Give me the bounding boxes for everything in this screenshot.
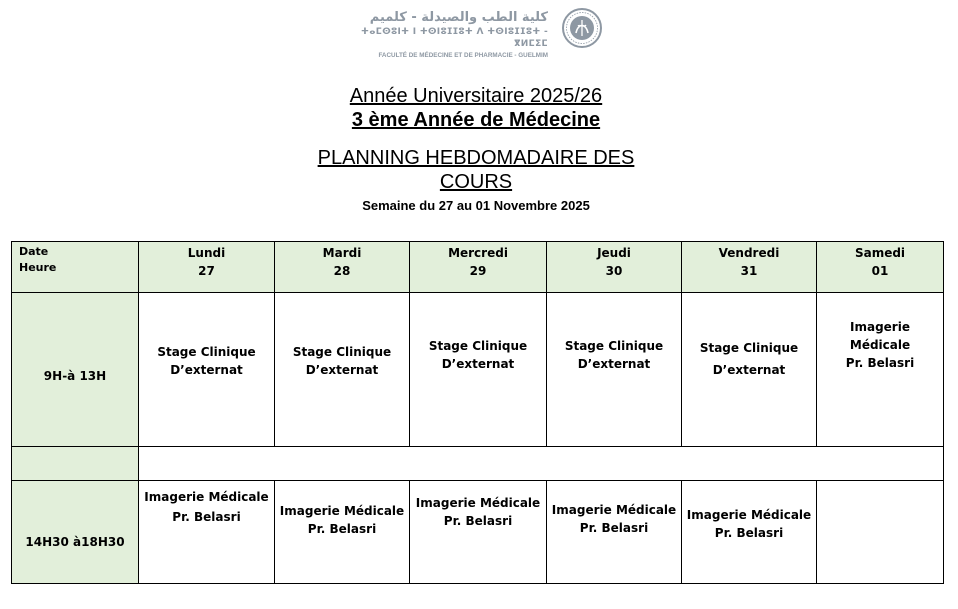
faculty-name-tifinagh: ⵜⴰⵎⵙⵓⵏⵜ ⵏ ⵜⵙⵏⵓⵊⵊⵓⵜ ⴷ ⵜⵙⵏⵓⵊⵊⵓⵜ - ⴳⵍⵎⵉⵎ <box>361 27 548 49</box>
course-teacher: Pr. Belasri <box>714 526 784 540</box>
course-detail: D’externat <box>712 362 786 377</box>
week-range: Semaine du 27 au 01 Novembre 2025 <box>362 198 590 213</box>
day-date: 27 <box>198 264 215 278</box>
day-name: Vendredi <box>718 246 780 260</box>
academic-year: Année Universitaire 2025/26 <box>349 85 603 107</box>
course-name: Imagerie <box>850 319 910 334</box>
planning-title-line1: PLANNING HEBDOMADAIRE DES <box>317 147 635 169</box>
document-titles <box>250 84 702 214</box>
course-name-cont: Médicale <box>849 337 911 352</box>
course-detail: D’externat <box>441 356 515 371</box>
course-name: Imagerie Médicale <box>551 503 677 517</box>
course-teacher: Pr. Belasri <box>307 522 377 536</box>
course-cell-empty <box>816 480 944 584</box>
planning-title <box>250 146 702 194</box>
course-cell <box>138 480 275 584</box>
course-cell <box>681 480 817 584</box>
course-cell <box>274 292 410 447</box>
spacer-label-cell <box>11 446 139 481</box>
time-slot-morning: 9H-à 13H <box>11 292 139 447</box>
course-detail: D’externat <box>577 356 651 371</box>
course-detail: D’externat <box>305 362 379 377</box>
day-name: Mardi <box>322 246 362 260</box>
corner-header <box>11 241 139 293</box>
study-level: 3 ème Année de Médecine <box>351 109 601 131</box>
day-name: Samedi <box>854 246 906 260</box>
course-teacher: Pr. Belasri <box>845 355 915 370</box>
day-name: Lundi <box>187 246 226 260</box>
corner-date-label: Date <box>19 245 49 258</box>
course-name: Imagerie Médicale <box>415 496 541 510</box>
day-name: Jeudi <box>597 246 631 260</box>
course-detail: D’externat <box>170 362 243 377</box>
corner-time-label: Heure <box>19 261 57 274</box>
day-header <box>138 241 275 293</box>
planning-title-line2: COURS <box>439 171 513 193</box>
day-date: 30 <box>605 264 623 278</box>
course-name: Imagerie Médicale <box>144 490 269 504</box>
day-date: 01 <box>871 264 889 278</box>
course-name: Imagerie Médicale <box>279 504 405 518</box>
day-header <box>681 241 817 293</box>
day-header <box>816 241 944 293</box>
faculty-seal-icon <box>562 8 602 48</box>
faculty-name <box>352 10 548 62</box>
course-cell <box>409 292 547 447</box>
course-name: Stage Clinique <box>564 338 664 353</box>
time-slot-afternoon: 14H30 à18H30 <box>11 480 139 584</box>
course-teacher: Pr. Belasri <box>579 521 649 535</box>
day-date: 29 <box>469 264 487 278</box>
course-name: Imagerie Médicale <box>686 508 812 522</box>
day-header <box>274 241 410 293</box>
day-header <box>409 241 547 293</box>
day-header <box>546 241 682 293</box>
course-cell <box>409 480 547 584</box>
schedule-table <box>11 241 944 584</box>
day-date: 28 <box>333 264 351 278</box>
faculty-name-arabic: كلية الطب والصيدلة - كلميم <box>369 10 548 25</box>
course-cell <box>816 292 944 447</box>
faculty-name-french: FACULTÉ DE MÉDECINE ET DE PHARMACIE - GUELMIM <box>378 52 548 59</box>
day-name: Mercredi <box>448 246 508 260</box>
course-name: Stage Clinique <box>157 344 256 359</box>
spacer-cell <box>138 446 944 481</box>
course-name: Stage Clinique <box>428 338 528 353</box>
day-date: 31 <box>740 264 758 278</box>
course-teacher: Pr. Belasri <box>172 510 241 524</box>
course-cell <box>546 292 682 447</box>
course-name: Stage Clinique <box>292 344 392 359</box>
faculty-logo <box>352 6 602 58</box>
course-teacher: Pr. Belasri <box>443 514 513 528</box>
course-cell <box>138 292 275 447</box>
course-name: Stage Clinique <box>699 340 799 355</box>
course-cell <box>274 480 410 584</box>
course-cell <box>681 292 817 447</box>
course-cell <box>546 480 682 584</box>
